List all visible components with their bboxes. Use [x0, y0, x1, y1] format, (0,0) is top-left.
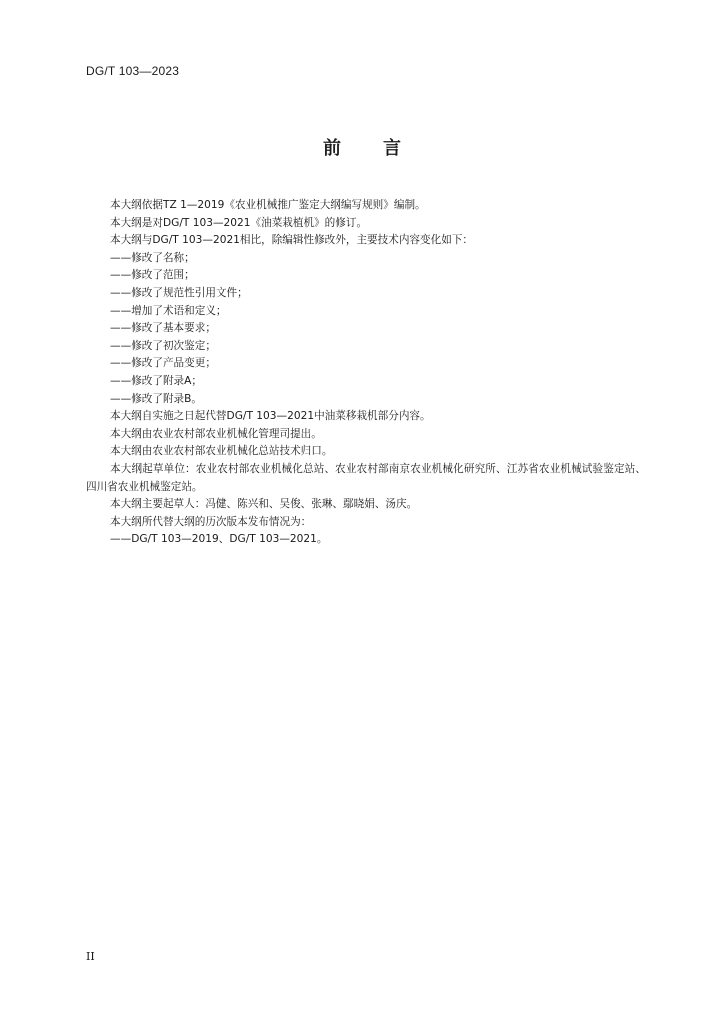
list-item: ——修改了产品变更； — [110, 357, 216, 370]
list-item: ——修改了基本要求； — [110, 322, 216, 335]
paragraph-revision: 本大纲是对DG/T 103—2021《油菜栽植机》的修订。 — [110, 216, 368, 229]
paragraph-history-intro: 本大纲所代替大纲的历次版本发布情况为： — [110, 515, 312, 528]
list-item: ——修改了初次鉴定； — [110, 339, 216, 352]
list-item: ——增加了术语和定义； — [110, 304, 227, 317]
page-number: II — [86, 950, 95, 963]
list-item: ——修改了附录A； — [110, 374, 202, 387]
list-item: ——修改了名称； — [110, 251, 195, 264]
paragraph-drafters: 本大纲主要起草人：冯健、陈兴和、吴俊、张琳、鄢晓娟、汤庆。 — [110, 498, 418, 511]
list-item: ——DG/T 103—2019、DG/T 103—2021。 — [110, 533, 328, 546]
paragraph-centralized-unit: 本大纲由农业农村部农业机械化总站技术归口。 — [110, 445, 333, 458]
paragraph-basis: 本大纲依据TZ 1—2019《农业机械推广鉴定大纲编写规则》编制。 — [110, 199, 426, 211]
paragraph-proposer: 本大纲由农业农村部农业机械化管理司提出。 — [110, 427, 322, 440]
list-item: ——修改了规范性引用文件； — [110, 286, 248, 299]
page-title: 前言 — [323, 138, 443, 159]
preface-body — [86, 197, 646, 549]
paragraph-drafting-units: 本大纲起草单位：农业农村部农业机械化总站、农业农村部南京农业机械化研究所、江苏省农业机械试验鉴定站、四川省农业机械鉴定站。 — [86, 462, 646, 493]
document-code-header: DG/T 103—2023 — [86, 64, 180, 78]
list-item: ——修改了范围； — [110, 269, 195, 282]
paragraph-changes-intro: 本大纲与DG/T 103—2021相比，除编辑性修改外，主要技术内容变化如下： — [110, 234, 473, 247]
list-item: ——修改了附录B。 — [110, 392, 203, 405]
paragraph-replacement: 本大纲自实施之日起代替DG/T 103—2021中油菜移栽机部分内容。 — [110, 410, 431, 423]
